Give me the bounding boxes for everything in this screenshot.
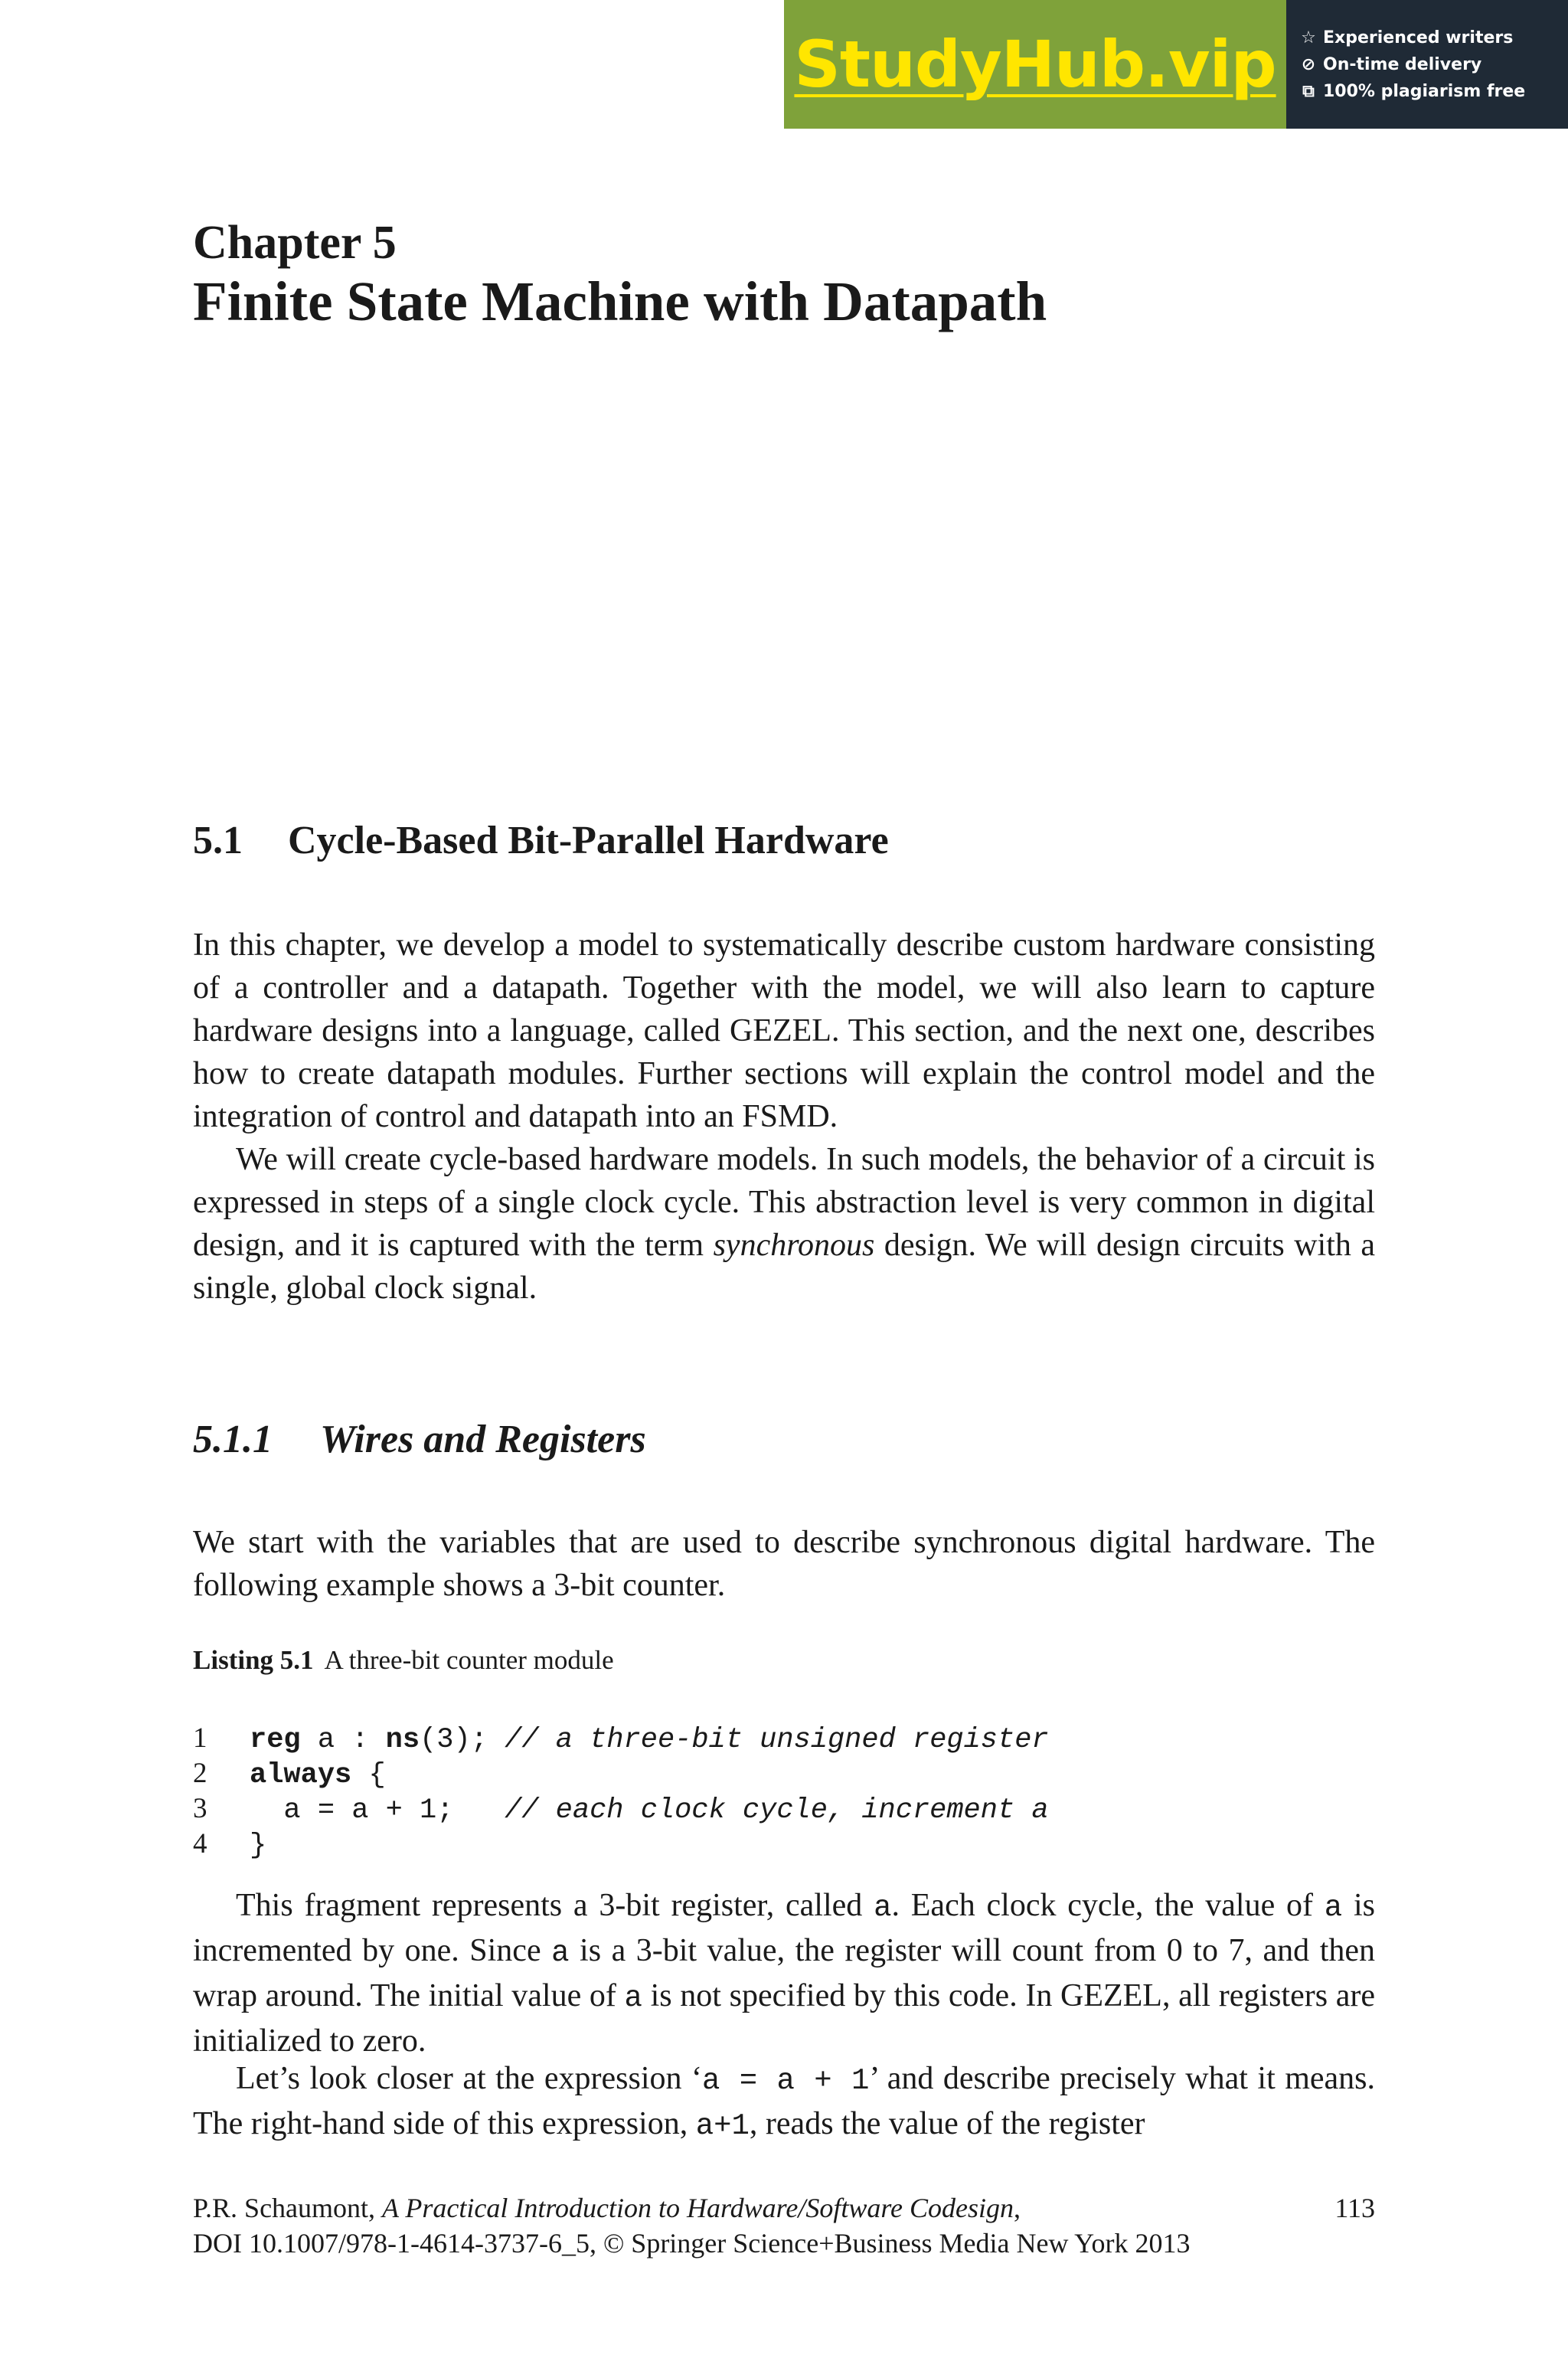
chapter-title: Finite State Machine with Datapath bbox=[193, 270, 1047, 332]
page-footer bbox=[193, 2190, 1375, 2261]
text-run: design. We will design circuits with a single, global clock signal. bbox=[193, 1228, 1375, 1306]
code-text: } bbox=[250, 1830, 267, 1862]
clock-icon: ⊘ bbox=[1301, 54, 1316, 74]
star-icon: ☆ bbox=[1301, 28, 1316, 47]
code-line bbox=[193, 1722, 1375, 1757]
page-number: 113 bbox=[1334, 2193, 1375, 2223]
code-line bbox=[193, 1827, 1375, 1863]
brand-logo[interactable] bbox=[784, 0, 1286, 129]
paragraph-wires-registers: We start with the variables that are used to describe synchronous digital hardware. The following example shows a 3-bit counter. bbox=[193, 1525, 1375, 1603]
code-text: reg a : ns(3); // a three-bit unsigned register bbox=[250, 1724, 1049, 1756]
citation: P.R. Schaumont, A Practical Introduction to Hardware/Software Codesign, bbox=[193, 2193, 1021, 2223]
feature-experienced-writers bbox=[1300, 28, 1568, 47]
subsection-title: Wires and Registers bbox=[320, 1418, 646, 1461]
line-number: 4 bbox=[193, 1828, 207, 1860]
paragraph-expression: Let’s look closer at the expression ‘a = a + 1’ and describe precisely what it means. The right-hand side of this expression, a+1, reads the value of the register bbox=[193, 2061, 1375, 2143]
feature-label: On-time delivery bbox=[1323, 54, 1482, 74]
feature-plagiarism-free bbox=[1300, 82, 1568, 101]
line-number: 1 bbox=[193, 1722, 207, 1754]
text-run: We will create cycle-based hardware models. In such models, the behavior of a circuit is expressed in steps of a single clock cycle. This abstraction level is very common in digital design, and it is captured with the term bbox=[193, 1142, 1375, 1263]
listing-caption-text: A three-bit counter module bbox=[324, 1645, 614, 1675]
chapter-label: Chapter 5 bbox=[193, 217, 397, 269]
feature-label: 100% plagiarism free bbox=[1323, 81, 1526, 101]
feature-list bbox=[1286, 0, 1568, 129]
paragraph-cycle-based bbox=[193, 1138, 1375, 1310]
studyhub-banner[interactable] bbox=[784, 0, 1568, 129]
code-text: always { bbox=[250, 1759, 386, 1791]
section-number: 5.1 bbox=[193, 819, 243, 862]
code-listing bbox=[193, 1722, 1375, 1863]
section-title: Cycle-Based Bit-Parallel Hardware bbox=[288, 819, 889, 862]
code-line bbox=[193, 1792, 1375, 1827]
copy-icon: ⧉ bbox=[1302, 81, 1315, 101]
line-number: 3 bbox=[193, 1793, 207, 1824]
brand-text: StudyHub.vip bbox=[794, 27, 1276, 102]
emphasis-synchronous: synchronous bbox=[713, 1228, 875, 1263]
feature-on-time-delivery bbox=[1300, 55, 1568, 74]
paragraph-intro: In this chapter, we develop a model to systematically describe custom hardware consisting of a controller and a datapath. Together with the model, we will also learn to capture hardware designs into a language, called GEZEL. This section, and the next one, describes how to create datapath modules. Further sections will explain the control model and the integration of control and datapath into an FSMD. bbox=[193, 927, 1375, 1134]
feature-label: Experienced writers bbox=[1323, 28, 1514, 47]
doi-line: DOI 10.1007/978-1-4614-3737-6_5, © Springer Science+Business Media New York 2013 bbox=[193, 2228, 1191, 2259]
listing-caption bbox=[193, 1645, 614, 1676]
subsection-number: 5.1.1 bbox=[193, 1418, 273, 1461]
paragraph-fragment: This fragment represents a 3-bit register, called a. Each clock cycle, the value of a is incremented by one. Since a is a 3-bit value, the register will count from 0 to 7, and then wrap around. The initial value of a is not specified by this code. In GEZEL, all registers are initialized to zero. bbox=[193, 1888, 1375, 2059]
listing-label: Listing 5.1 bbox=[193, 1645, 314, 1675]
book-title: A Practical Introduction to Hardware/Software Codesign bbox=[382, 2193, 1014, 2223]
code-text: a = a + 1; // each clock cycle, increment a bbox=[250, 1794, 1049, 1827]
code-line bbox=[193, 1757, 1375, 1792]
line-number: 2 bbox=[193, 1758, 207, 1789]
subsection-heading bbox=[193, 1417, 646, 1462]
section-heading bbox=[193, 818, 889, 863]
